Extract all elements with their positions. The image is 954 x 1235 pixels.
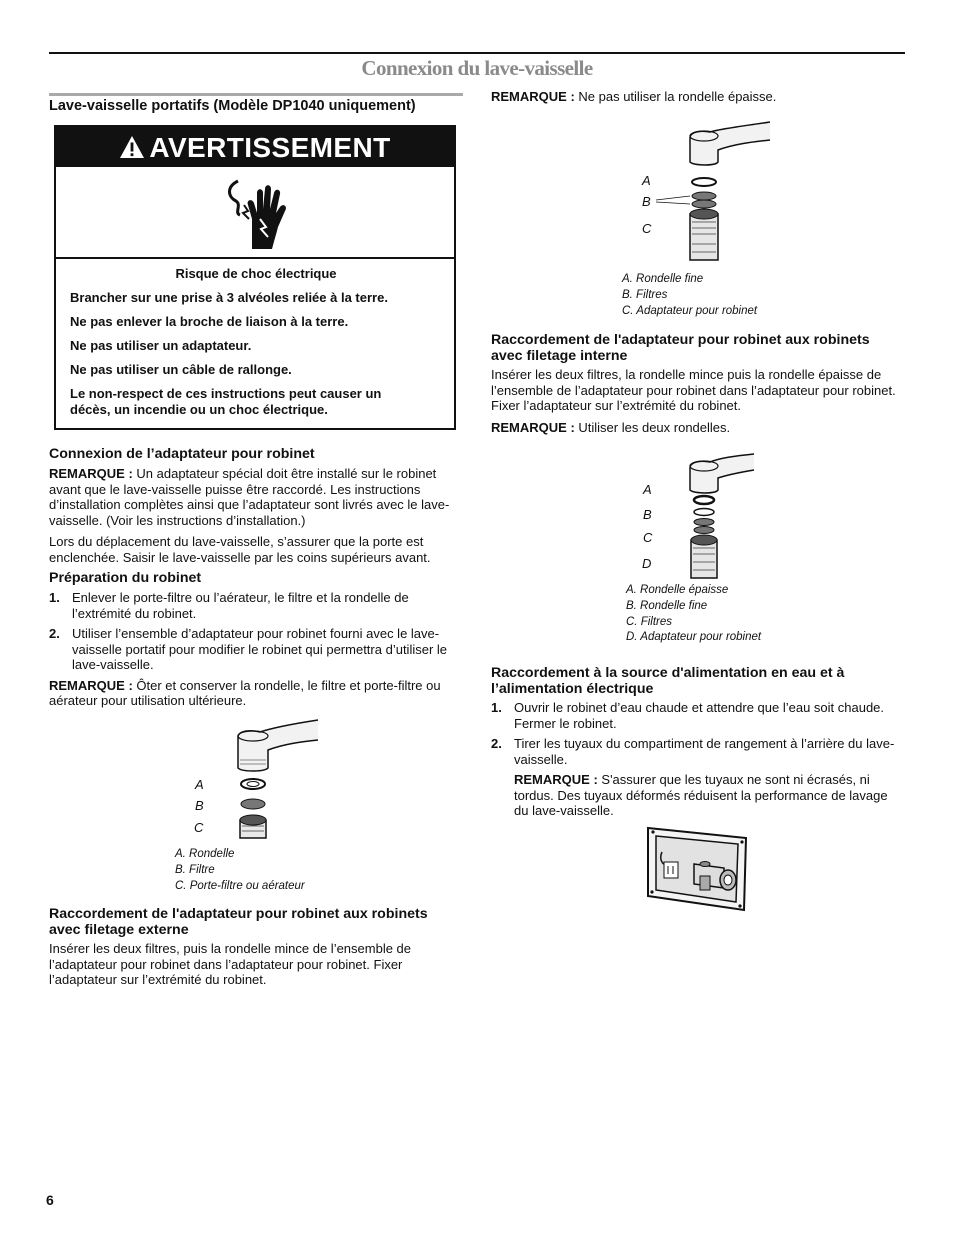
- adapter-section: [49, 446, 463, 565]
- warning-line: Ne pas utiliser un adaptateur.: [70, 338, 252, 353]
- list-item: 2. Utiliser l’ensemble d’adaptateur pour robinet fourni avec le lave-vaisselle portatif pour modifier le robinet qui permettra d’utiliser le lave-vaisselle.: [49, 626, 448, 672]
- warning-icon-area: [56, 167, 454, 259]
- external-section: [49, 906, 463, 988]
- supply-steps: [491, 700, 905, 767]
- warning-line: Ne pas enlever la broche de liaison à la terre.: [70, 314, 349, 329]
- section-title: Lave-vaisselle portatifs (Modèle DP1040 uniquement): [49, 98, 416, 114]
- figure-label: B: [642, 194, 651, 209]
- warning-text: [70, 266, 442, 426]
- list-item: 2. Tirer les tuyaux du compartiment de rangement à l’arrière du lave-vaisselle.: [491, 736, 895, 767]
- supply-note: REMARQUE : S'assurer que les tuyaux ne sont ni écrasés, ni tordus. Des tuyaux déformés réduisent la performance de lavage du lave-vaisselle.: [514, 772, 888, 818]
- page-number: 6: [46, 1192, 54, 1208]
- figure-label: D: [642, 556, 652, 571]
- warning-line: Le non-respect de ces instructions peut causer un décès, un incendie ou un choc électrique.: [70, 386, 382, 417]
- figure-caption: A. Rondelle B. Filtre C. Porte-filtre ou aérateur: [175, 848, 305, 892]
- right-note-1: REMARQUE : Ne pas utiliser la rondelle épaisse.: [491, 89, 777, 104]
- external-adapter-figure: [656, 118, 776, 266]
- figure-label: A: [643, 482, 652, 497]
- adapter-paragraph: Lors du déplacement du lave-vaisselle, s’assurer que la porte est enclenchée. Saisir le lave-vaisselle par les coins supérieurs avant.: [49, 534, 431, 565]
- list-item: 1. Enlever le porte-filtre ou l’aérateur, le filtre et la rondelle de l’extrémité du robinet.: [49, 590, 409, 621]
- warning-line: Ne pas utiliser un câble de rallonge.: [70, 362, 292, 377]
- warning-box: [54, 125, 456, 430]
- hose-compartment-figure: [644, 824, 750, 914]
- warning-header: [56, 127, 454, 167]
- top-rule: [49, 52, 905, 54]
- prep-note: REMARQUE : Ôter et conserver la rondelle, le filtre et porte-filtre ou aérateur pour utilisation ultérieure.: [49, 677, 441, 708]
- internal-section: [491, 332, 905, 435]
- adapter-heading: Connexion de l’adaptateur pour robinet: [49, 446, 315, 462]
- figure-label: A: [195, 777, 204, 792]
- list-item: 1. Ouvrir le robinet d’eau chaude et attendre que l’eau soit chaude. Fermer le robinet.: [491, 700, 885, 731]
- figure-label: B: [643, 507, 652, 522]
- electric-shock-hand-icon: [222, 175, 292, 253]
- figure-caption: A. Rondelle fine B. Filtres C. Adaptateur pour robinet: [622, 273, 758, 317]
- figure-label: A: [642, 173, 651, 188]
- external-text: Insérer les deux filtres, puis la rondelle mince de l’ensemble de l’adaptateur pour robinet dans l’adaptateur pour robinet. Fixer l’adaptateur sur l’extrémité du robinet.: [49, 941, 412, 987]
- figure-caption: A. Rondelle épaisse B. Rondelle fine C. Filtres D. Adaptateur pour robinet: [626, 584, 762, 644]
- warning-title: AVERTISSEMENT: [149, 132, 391, 163]
- figure-label: C: [194, 820, 204, 835]
- figure-label: B: [195, 798, 204, 813]
- page-title: Connexion du lave-vaisselle: [361, 56, 593, 80]
- internal-adapter-figure: [660, 450, 770, 580]
- figure-label: C: [643, 530, 653, 545]
- prep-steps: [49, 590, 463, 673]
- supply-heading: Raccordement à la source d'alimentation en eau et à l’alimentation électrique: [491, 665, 845, 697]
- figure-label: C: [642, 221, 652, 236]
- internal-note: REMARQUE : Utiliser les deux rondelles.: [491, 419, 731, 435]
- internal-heading: Raccordement de l'adaptateur pour robinet aux robinets avec filetage interne: [491, 332, 870, 364]
- internal-text: Insérer les deux filtres, la rondelle mince puis la rondelle épaisse de l’ensemble de l’adaptateur pour robinet dans l’adaptateur pour robinet. Fixer l’adaptateur sur l’extrémité du robinet.: [491, 367, 896, 413]
- warning-line: Brancher sur une prise à 3 alvéoles reliée à la terre.: [70, 290, 388, 305]
- external-heading: Raccordement de l'adaptateur pour robinet aux robinets avec filetage externe: [49, 906, 428, 938]
- prep-section: [49, 570, 463, 709]
- prep-heading: Préparation du robinet: [49, 570, 202, 586]
- supply-section: [491, 665, 905, 819]
- section-rule: [49, 93, 463, 96]
- aerator-parts-figure: [200, 716, 330, 846]
- warning-line: Risque de choc électrique: [175, 266, 337, 281]
- warning-triangle-icon: [119, 135, 145, 159]
- adapter-note: REMARQUE : Un adaptateur spécial doit être installé sur le robinet avant que le lave-vaisselle puisse être raccordé. Les instructions d’installation complètes ainsi que l’adaptateur sont livrés avec le lave-vaisselle. (Voir les instructions d’installation.): [49, 466, 450, 528]
